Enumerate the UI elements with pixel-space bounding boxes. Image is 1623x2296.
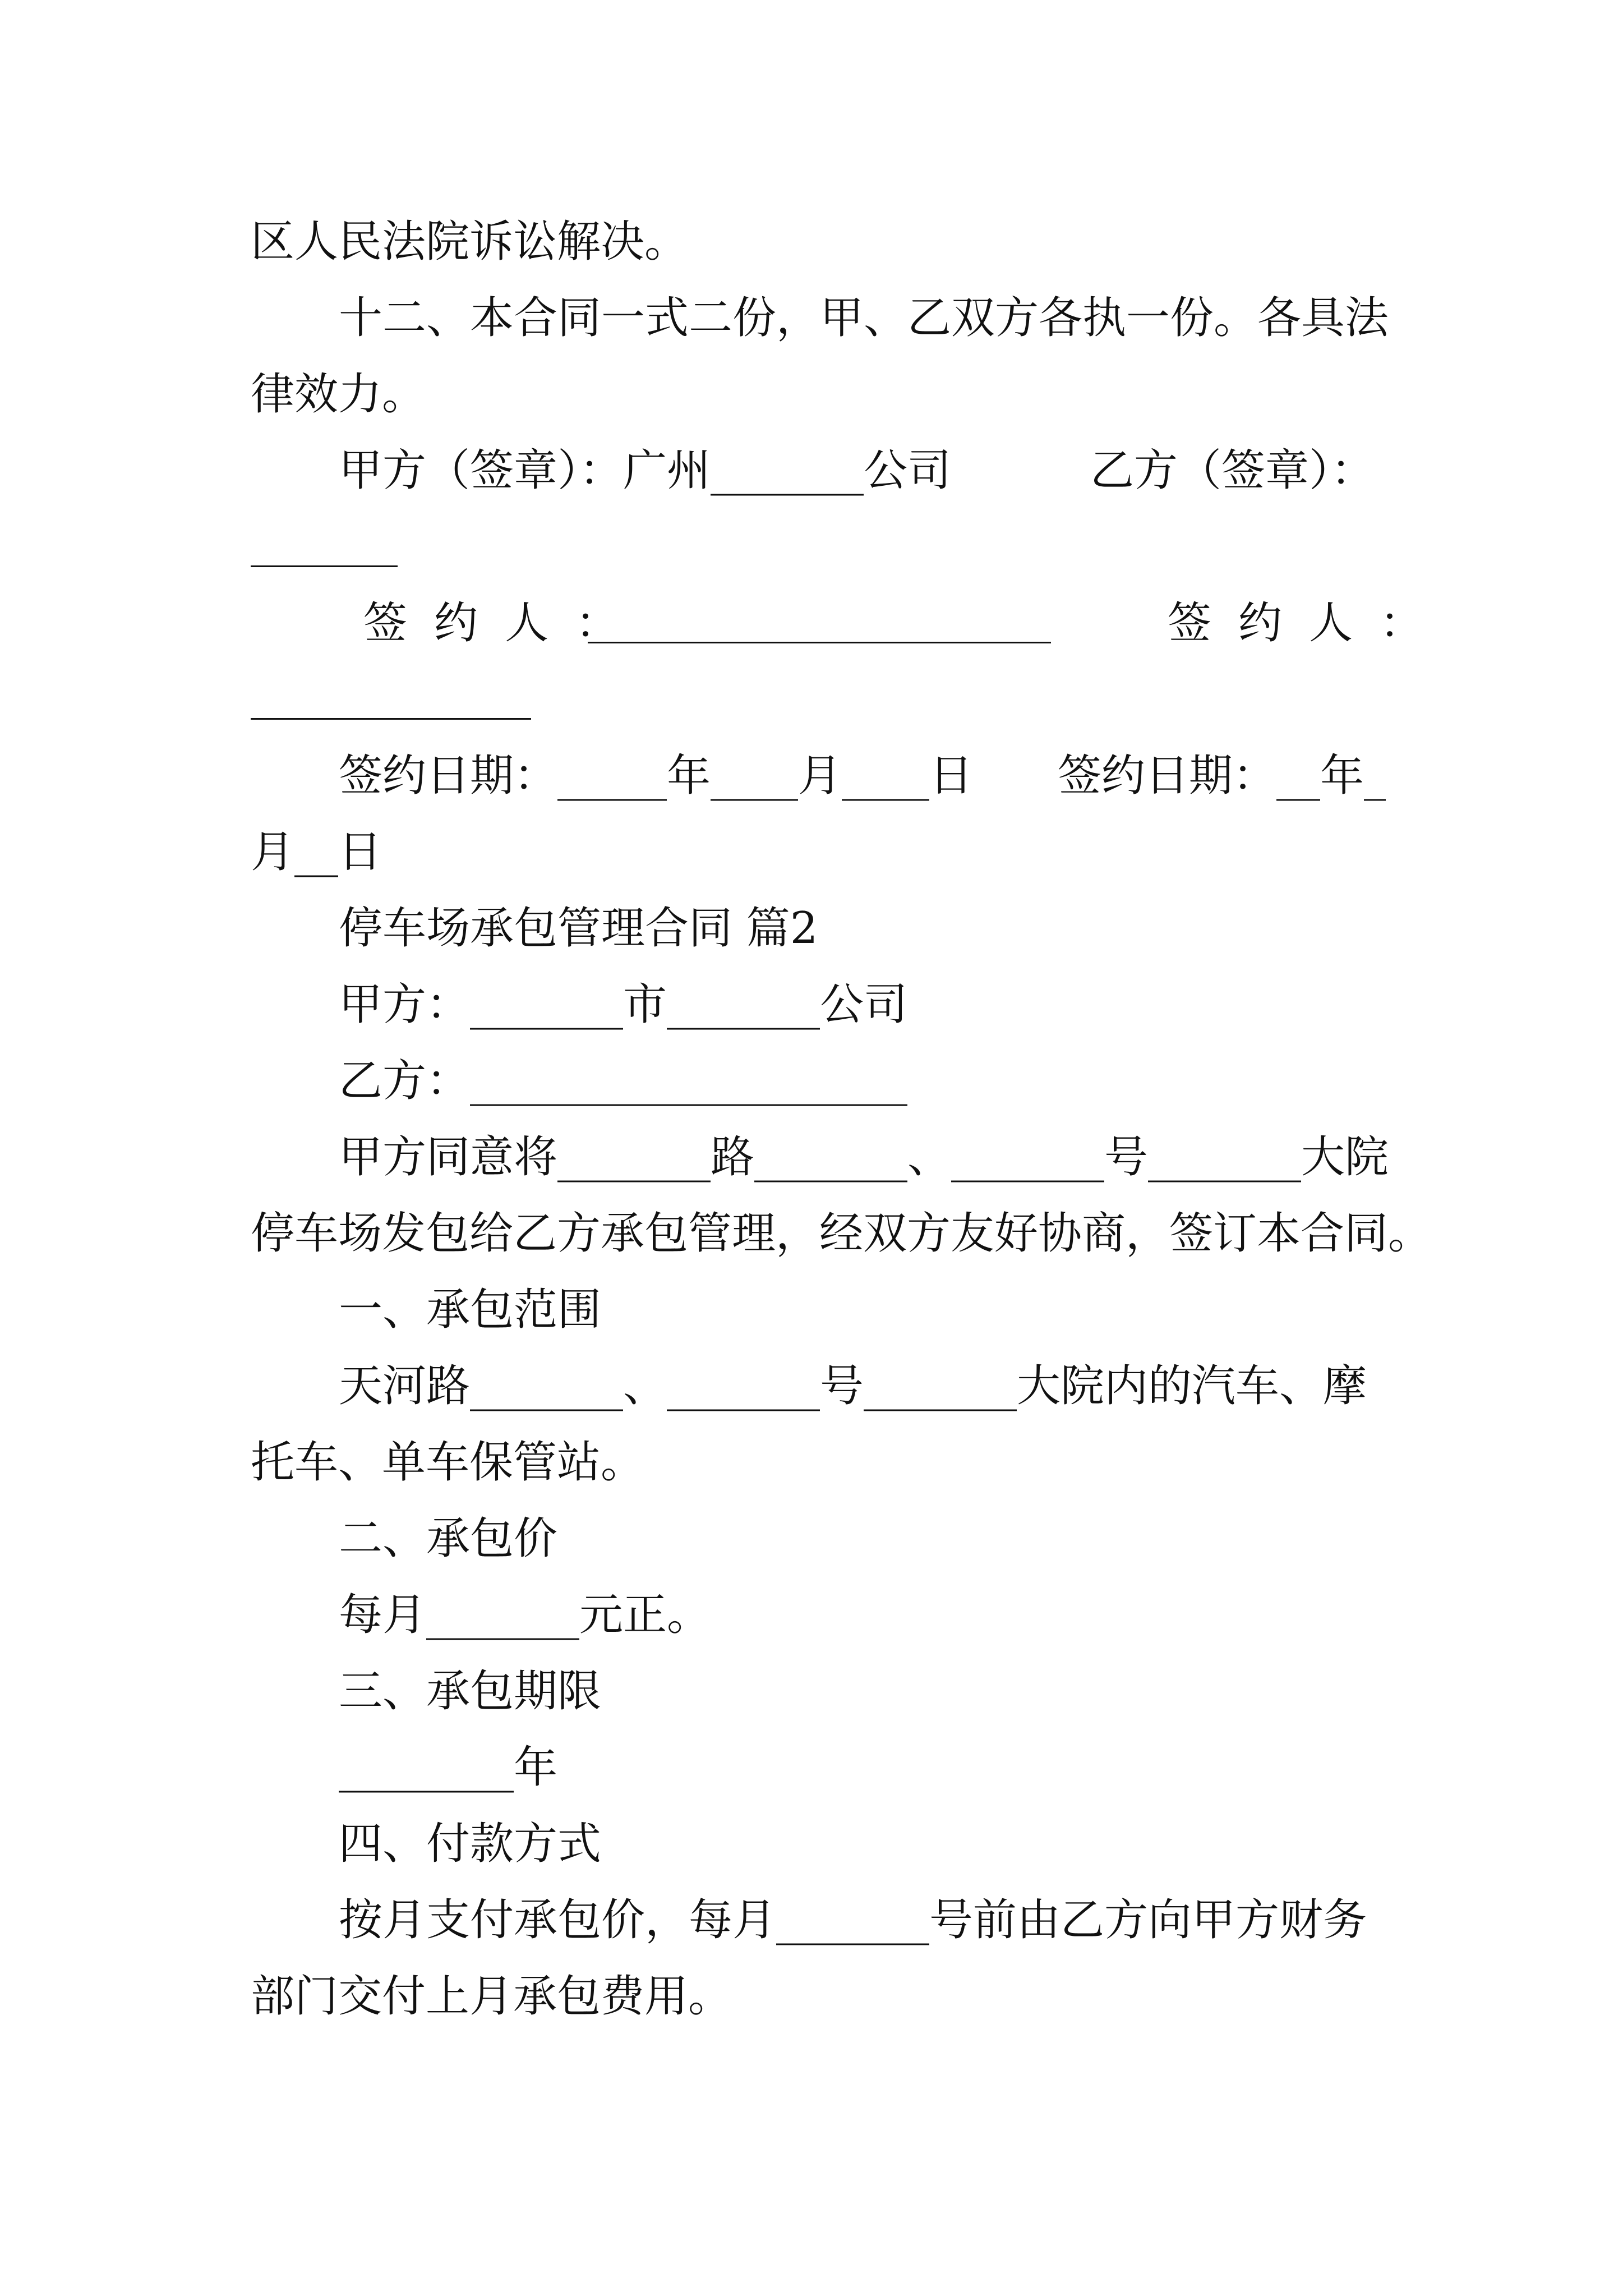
section-text: 托车、单车保管站。 <box>251 1437 645 1488</box>
party-b-line: 乙方：____________________ <box>339 1056 908 1106</box>
preamble-text: 甲方同意将_______路_______、_______号_______大院 <box>339 1132 1389 1182</box>
party-a-signer-blank <box>588 642 1051 643</box>
paragraph-text: 区人民法院诉讼解决。 <box>251 217 689 267</box>
party-b-date-continued: 月__日 <box>251 827 382 877</box>
section-text: 天河路_______、_______号_______大院内的汽车、摩 <box>339 1361 1367 1411</box>
party-b-signer-blank <box>251 718 531 720</box>
clause-12-text: 十二、本合同一式二份，甲、乙双方各执一份。各具法 <box>339 293 1389 343</box>
section-heading: 三、承包期限 <box>339 1666 602 1717</box>
section-heading: 一、承包范围 <box>339 1285 602 1335</box>
party-b-seal-label: 乙方（签章）： <box>1090 445 1375 496</box>
party-a-seal-label: 甲方（签章）：广州_______公司 <box>339 445 952 496</box>
section-heading: 二、承包价 <box>339 1513 558 1564</box>
section-text: 按月支付承包价，每月_______号前由乙方向甲方财务 <box>339 1895 1367 1945</box>
section-text: ________年 <box>339 1742 558 1793</box>
party-b-seal-blank <box>251 565 398 567</box>
party-a-signer-label: 签约人： <box>363 598 647 648</box>
paragraph-text: 律效力。 <box>251 369 426 420</box>
section-text: 每月_______元正。 <box>339 1590 711 1640</box>
party-b-date-label: 签约日期：__年_ <box>1058 751 1386 801</box>
section-text: 部门交付上月承包费用。 <box>251 1971 732 2022</box>
party-b-signer-label: 签约人： <box>1168 598 1451 648</box>
contract-heading: 停车场承包管理合同 篇2 <box>339 903 818 954</box>
text-line <box>0 1971 1623 2106</box>
preamble-text: 停车场发包给乙方承包管理，经双方友好协商，签订本合同。 <box>251 1208 1432 1259</box>
party-a-date-label: 签约日期：_____年____月____日 <box>339 751 974 801</box>
section-heading: 四、付款方式 <box>339 1819 602 1869</box>
party-a-line: 甲方：_______市_______公司 <box>339 979 908 1030</box>
